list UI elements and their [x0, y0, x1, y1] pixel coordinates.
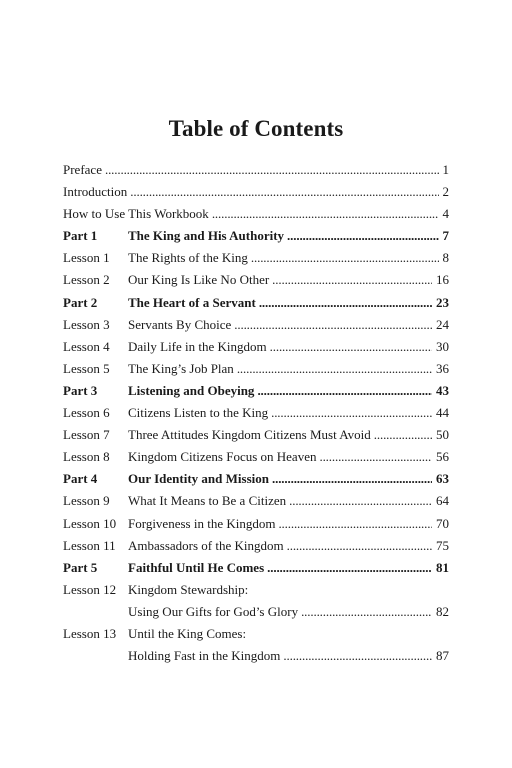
toc-entry-row [63, 162, 449, 184]
toc-entry-label: Lesson 1 [63, 250, 110, 266]
toc-entry-title: Preface [63, 162, 102, 177]
toc-page-number: 7 [442, 228, 449, 244]
toc-entry-row [63, 250, 449, 272]
toc-entry-row [63, 582, 449, 604]
toc-entry-label: Lesson 12 [63, 581, 117, 597]
toc-page-number: 63 [436, 471, 449, 487]
toc-entry-row [63, 405, 449, 427]
toc-entry-label: Part 3 [63, 382, 98, 398]
toc-entry-title: Our Identity and Mission [128, 471, 269, 487]
toc-page-number: 1 [442, 162, 449, 177]
toc-entry-title: Daily Life in the Kingdom [128, 338, 267, 354]
toc-entry-row [63, 339, 449, 361]
toc-entry-label: Lesson 4 [63, 338, 110, 354]
toc-entry-label: Part 1 [63, 228, 98, 244]
dot-leader [272, 272, 432, 288]
toc-entry-label: Lesson 6 [63, 405, 110, 421]
toc-entry-row [63, 648, 449, 670]
toc-entry-title: Ambassadors of the Kingdom [128, 537, 284, 553]
dot-leader [251, 250, 439, 266]
dot-leader [212, 206, 439, 222]
toc-entry-row [63, 626, 449, 648]
dot-leader [234, 317, 432, 333]
toc-part-row [63, 383, 449, 405]
toc-entry-title: Introduction [63, 184, 128, 200]
toc-page-number: 23 [436, 294, 449, 310]
toc-page-number: 56 [436, 449, 449, 465]
dot-leader [287, 538, 432, 554]
toc-entry-title: Kingdom Citizens Focus on Heaven [128, 449, 317, 465]
dot-leader [289, 493, 432, 509]
toc-entry-title: Citizens Listen to the King [128, 405, 269, 421]
dot-leader [267, 560, 432, 576]
toc-part-row [63, 471, 449, 493]
dot-leader [270, 339, 432, 355]
toc-part-row [63, 228, 449, 250]
toc-entry-label: Lesson 2 [63, 272, 110, 288]
toc-page-number: 43 [436, 382, 449, 398]
table-of-contents [63, 162, 449, 670]
toc-page-number: 8 [442, 250, 449, 266]
toc-entry-label: Part 2 [63, 294, 98, 310]
toc-entry-title: The King’s Job Plan [128, 360, 234, 376]
dot-leader [283, 648, 432, 664]
toc-part-row [63, 560, 449, 582]
toc-entry-label: Lesson 5 [63, 360, 110, 376]
toc-page-number: 36 [436, 360, 449, 376]
toc-entry-row [63, 493, 449, 515]
toc-entry-row [63, 361, 449, 383]
toc-entry-row [63, 427, 449, 449]
toc-entry-row [63, 538, 449, 560]
dot-leader [272, 471, 432, 487]
toc-entry-title: The Rights of the King [128, 250, 248, 266]
toc-entry-title: How to Use This Workbook [63, 206, 209, 222]
toc-entry-title: Using Our Gifts for God’s Glory [128, 603, 299, 619]
toc-entry-label: Part 5 [63, 559, 98, 575]
toc-entry-title: Kingdom Stewardship: [128, 581, 249, 597]
toc-entry-row [63, 184, 449, 206]
dot-leader [257, 383, 432, 399]
toc-entry-row [63, 449, 449, 471]
toc-page-number: 81 [436, 559, 449, 575]
toc-entry-row [63, 206, 449, 228]
toc-entry-label: Lesson 11 [63, 537, 116, 553]
toc-entry-row [63, 516, 449, 538]
toc-entry-title: Until the King Comes: [128, 625, 247, 641]
toc-entry-label: Lesson 13 [63, 625, 117, 641]
dot-leader [287, 228, 438, 244]
dot-leader [237, 361, 432, 377]
dot-leader [319, 449, 432, 465]
toc-entry-label: Lesson 10 [63, 515, 117, 531]
toc-page-number: 87 [436, 648, 449, 664]
toc-page-number: 44 [436, 405, 449, 421]
toc-entry-row [63, 317, 449, 339]
toc-entry-title: Listening and Obeying [128, 382, 255, 398]
toc-entry-title: Holding Fast in the Kingdom [128, 648, 281, 664]
toc-entry-title: Three Attitudes Kingdom Citizens Must Avoid [128, 427, 371, 443]
toc-entry-label: Lesson 9 [63, 493, 110, 509]
toc-page-number: 70 [436, 515, 449, 531]
toc-entry-title: Servants By Choice [128, 316, 232, 332]
toc-entry-row [63, 272, 449, 294]
dot-leader [374, 427, 432, 443]
toc-entry-label: Lesson 3 [63, 316, 110, 332]
toc-entry-title: Our King Is Like No Other [128, 272, 270, 288]
toc-page-number: 2 [442, 184, 449, 200]
toc-page-number: 64 [436, 493, 449, 509]
toc-entry-label: Lesson 8 [63, 449, 110, 465]
toc-entry-title: The King and His Authority [128, 228, 285, 244]
dot-leader [301, 604, 432, 620]
toc-entry-label: Lesson 7 [63, 427, 110, 443]
toc-page-number: 75 [436, 537, 449, 553]
toc-page-number: 82 [436, 603, 449, 619]
dot-leader [130, 184, 438, 200]
toc-entry-label: Part 4 [63, 471, 98, 487]
toc-page-number: 50 [436, 427, 449, 443]
dot-leader [278, 516, 432, 532]
toc-entry-title: The Heart of a Servant [128, 294, 256, 310]
toc-entry-title: What It Means to Be a Citizen [128, 493, 287, 509]
toc-page-number: 16 [436, 272, 449, 288]
toc-page-number: 4 [442, 206, 449, 222]
toc-entry-title: Faithful Until He Comes [128, 559, 265, 575]
toc-entry-title: Forgiveness in the Kingdom [128, 515, 276, 531]
toc-page-number: 30 [436, 338, 449, 354]
dot-leader [271, 405, 432, 421]
dot-leader [259, 295, 432, 311]
dot-leader [105, 162, 439, 178]
toc-page-number: 24 [436, 316, 449, 332]
page-title: Table of Contents [168, 116, 344, 141]
toc-part-row [63, 295, 449, 317]
toc-entry-row [63, 604, 449, 626]
